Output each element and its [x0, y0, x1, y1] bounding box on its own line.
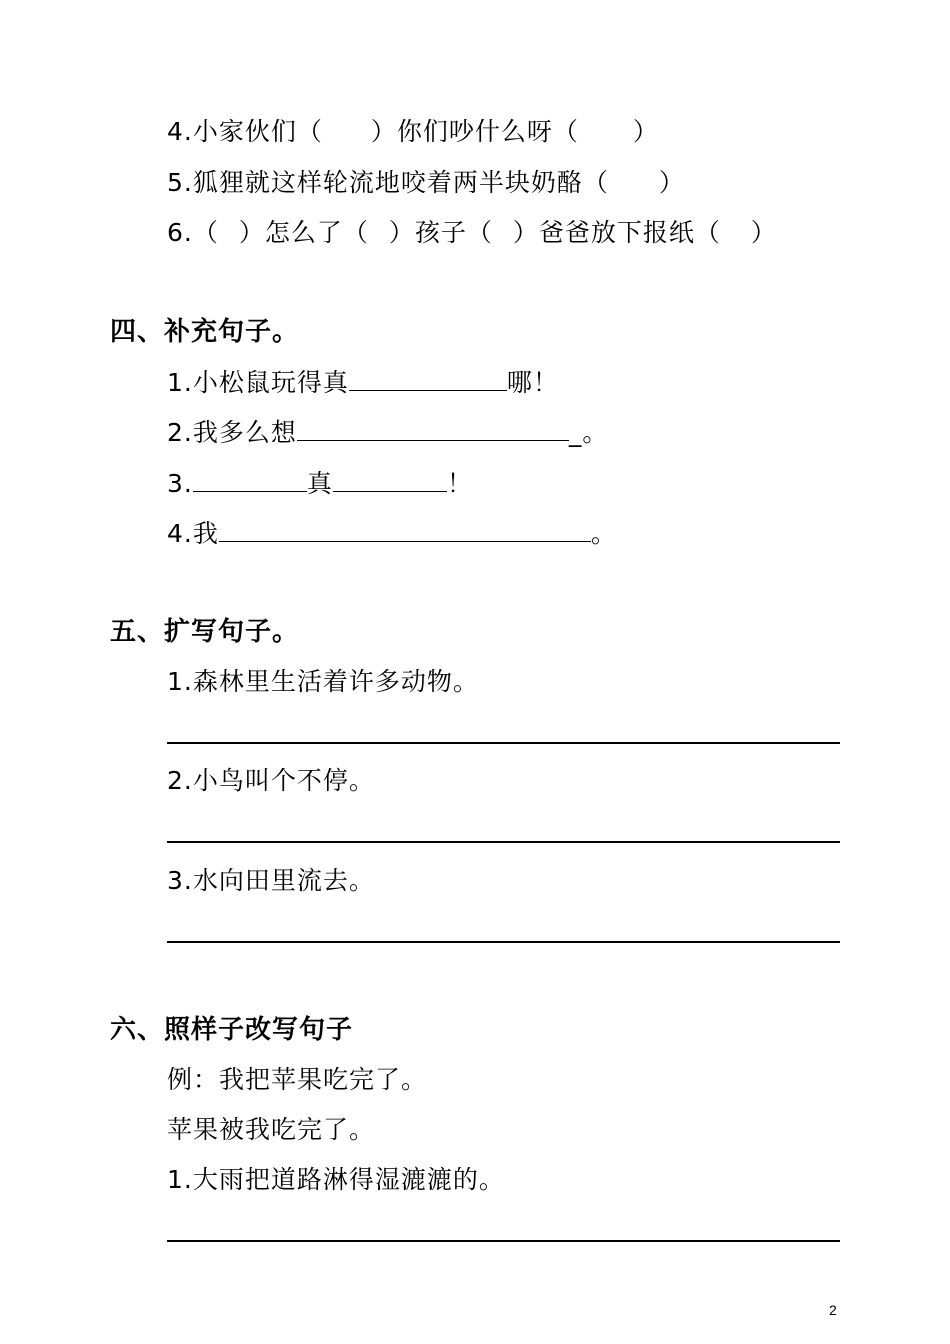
- punctuation-item-6: [167, 215, 777, 251]
- complete-sentence-item-2: [167, 414, 608, 451]
- example-label: 例：: [167, 1065, 220, 1094]
- section-heading-5: 五、扩写句子。: [110, 617, 300, 647]
- complete-sentence-item-3: [167, 465, 473, 502]
- item-text: ）爸爸放下报纸（: [512, 218, 721, 247]
- example-answer: 苹果被我吃完了。: [167, 1115, 376, 1144]
- item-text: 真: [306, 469, 333, 498]
- answer-blank[interactable]: [219, 515, 591, 542]
- item-text: ）: [750, 218, 777, 247]
- item-text: 我多么想: [192, 418, 297, 447]
- item-number: 2.: [167, 418, 193, 447]
- item-text: 我: [192, 519, 219, 548]
- answer-blank[interactable]: [349, 364, 507, 391]
- item-number: 6.: [167, 218, 193, 247]
- item-text: 大雨把道路淋得湿漉漉的。: [192, 1165, 505, 1194]
- item-text: ）: [658, 168, 685, 197]
- item-text: ）孩子（: [388, 218, 493, 247]
- item-text: 小松鼠玩得真: [192, 368, 349, 397]
- item-number: 4.: [167, 117, 193, 146]
- item-text: _。: [568, 418, 609, 447]
- item-text: 狐狸就这样轮流地咬着两半块奶酪（: [192, 168, 609, 197]
- complete-sentence-item-4: [167, 515, 617, 552]
- item-number: 1.: [167, 667, 193, 696]
- expand-sentence-item-2: [167, 763, 375, 799]
- item-text: ）怎么了（: [238, 218, 369, 247]
- answer-line[interactable]: [167, 1240, 840, 1242]
- answer-blank[interactable]: [297, 414, 569, 441]
- punctuation-item-4: [167, 114, 659, 150]
- item-number: 3.: [167, 866, 193, 895]
- item-text: （: [192, 218, 219, 247]
- section-heading-6: 六、照样子改写句子: [110, 1015, 354, 1045]
- expand-sentence-item-1: [167, 664, 479, 700]
- answer-blank[interactable]: [193, 465, 307, 492]
- item-number: 1.: [167, 368, 193, 397]
- rewrite-sentence-item-1: [167, 1162, 505, 1198]
- item-text: 。: [590, 519, 617, 548]
- example-sentence: [167, 1062, 427, 1098]
- answer-blank[interactable]: [333, 465, 447, 492]
- item-text: 哪！: [506, 368, 559, 397]
- answer-line[interactable]: [167, 941, 840, 943]
- section-heading-4: 四、补充句子。: [110, 317, 300, 347]
- item-text: 森林里生活着许多动物。: [192, 667, 479, 696]
- answer-line[interactable]: [167, 742, 840, 744]
- answer-line[interactable]: [167, 841, 840, 843]
- page-number: 2: [829, 1302, 837, 1318]
- item-text: 小鸟叫个不停。: [192, 766, 375, 795]
- item-text: ）: [632, 117, 659, 146]
- item-text: ！: [446, 469, 473, 498]
- item-number: 1.: [167, 1165, 193, 1194]
- example-text: 我把苹果吃完了。: [219, 1065, 428, 1094]
- complete-sentence-item-1: [167, 364, 559, 401]
- item-number: 2.: [167, 766, 193, 795]
- item-number: 5.: [167, 168, 193, 197]
- item-number: 3.: [167, 469, 193, 498]
- item-number: 4.: [167, 519, 193, 548]
- item-text: ）你们吵什么呀（: [370, 117, 579, 146]
- punctuation-item-5: [167, 165, 685, 201]
- item-text: 小家伙们（: [192, 117, 323, 146]
- item-text: 水向田里流去。: [192, 866, 375, 895]
- expand-sentence-item-3: [167, 863, 375, 899]
